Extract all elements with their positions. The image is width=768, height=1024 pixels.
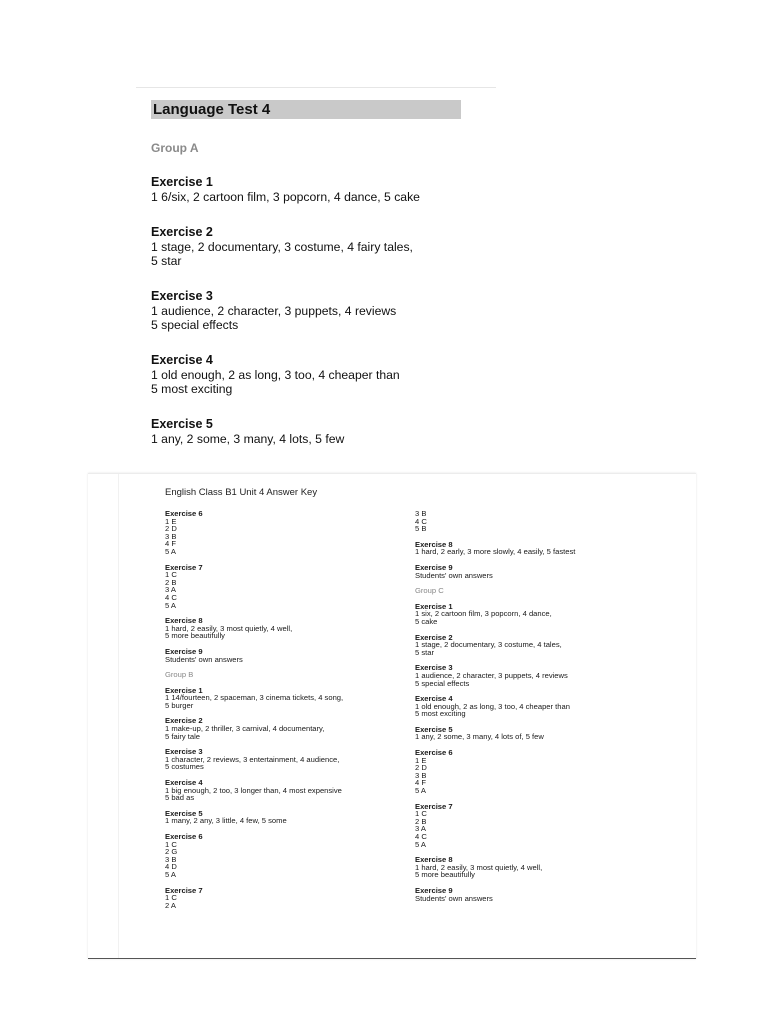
language-test-page (151, 100, 481, 467)
exercise-block (151, 353, 481, 396)
exercise-answer-line: 4 D (165, 862, 177, 872)
exercise-answer-line: 1 6/six, 2 cartoon film, 3 popcorn, 4 dance, 5 cake (151, 190, 420, 204)
exercise-block (415, 803, 655, 849)
exercise-answer-line: 1 E (165, 516, 177, 526)
exercise-answer-line: 1 hard, 2 easily, 3 most quietly, 4 well, (415, 862, 543, 872)
exercise-answer-line: 5 A (165, 869, 176, 879)
exercise-answer-line: Students' own answers (165, 654, 243, 664)
exercise-answer-line: 1 C (165, 570, 177, 580)
exercise-answer-line: 5 most exciting (151, 382, 233, 396)
group-label: Group A (151, 141, 199, 155)
exercise-answer-line: 5 star (151, 254, 182, 268)
exercise-answer-line: 5 burger (165, 700, 194, 710)
exercise-answer-line: 3 B (415, 509, 427, 518)
exercise-answer-line: 2 B (415, 816, 427, 826)
exercise-answer-line: 3 B (415, 770, 427, 780)
exercise-answer-line: Students' own answers (415, 570, 493, 580)
exercise-answer-line: 1 stage, 2 documentary, 3 costume, 4 tales, (415, 640, 562, 650)
exercise-answer-line: 5 most exciting (415, 709, 466, 719)
exercise-block (151, 289, 481, 332)
exercise-answer-line: 1 C (165, 839, 177, 849)
exercise-block (165, 564, 400, 610)
exercise-answer-line: 1 stage, 2 documentary, 3 costume, 4 fairy tales, (151, 240, 413, 254)
exercise-title: Exercise 1 (151, 175, 213, 189)
page-margin-line (118, 474, 119, 959)
exercise-title: Exercise 4 (415, 694, 453, 704)
exercise-title: Exercise 8 (415, 539, 453, 549)
exercise-title: Exercise 5 (151, 417, 213, 431)
exercise-answer-line: 1 any, 2 some, 3 many, 4 lots, 5 few (151, 432, 345, 446)
exercise-title: Exercise 8 (165, 616, 203, 626)
exercise-title: Exercise 2 (151, 225, 213, 239)
exercise-answer-line: 5 A (165, 600, 176, 610)
exercise-block (415, 856, 655, 879)
exercise-answer-line: 2 G (165, 847, 178, 857)
exercise-answer-line: 1 six, 2 cartoon film, 3 popcorn, 4 dance, (415, 609, 552, 619)
exercise-answer-line: 5 A (165, 546, 176, 556)
exercise-title: Exercise 7 (165, 885, 203, 895)
exercise-block (151, 175, 481, 204)
exercise-title: Exercise 5 (415, 724, 453, 734)
exercise-answer-line: 1 audience, 2 character, 3 puppets, 4 reviews (415, 670, 568, 680)
exercise-title: Exercise 9 (415, 885, 453, 895)
exercise-title: Exercise 1 (415, 601, 453, 611)
exercise-answer-line: 4 C (165, 592, 177, 602)
exercise-answer-line: 1 big enough, 2 too, 3 longer than, 4 most expensive (165, 785, 342, 795)
exercise-answer-line: 3 A (415, 824, 426, 834)
exercise-answer-line: 4 F (165, 539, 176, 549)
exercise-title: Exercise 5 (165, 808, 203, 818)
exercise-title: Exercise 2 (415, 632, 453, 642)
exercise-title: Exercise 3 (415, 663, 453, 673)
exercise-answer-line: 5 A (415, 839, 426, 849)
page-bottom-rule (88, 958, 696, 959)
exercise-title: Exercise 6 (165, 832, 203, 841)
exercise-answer-line: 4 C (415, 516, 427, 526)
exercise-answer-line: 1 E (415, 755, 427, 765)
exercise-block (415, 541, 655, 556)
exercise-answer-line: 1 audience, 2 character, 3 puppets, 4 reviews (151, 304, 397, 318)
exercise-block (415, 634, 655, 657)
exercise-title: Exercise 4 (151, 353, 213, 367)
exercise-answer-line: 4 F (415, 778, 426, 788)
exercise-answer-line: 1 any, 2 some, 3 many, 4 lots of, 5 few (415, 732, 544, 742)
exercise-block (415, 887, 655, 902)
exercise-block (165, 510, 400, 556)
exercise-answer-line: 5 costumes (165, 762, 204, 772)
exercise-answer-line: 2 D (165, 524, 177, 534)
exercise-answer-line: 5 A (415, 786, 426, 796)
exercise-answer-line: 1 old enough, 2 as long, 3 too, 4 cheaper than (415, 701, 570, 711)
exercise-answer-line: 5 B (415, 524, 427, 534)
exercise-block (415, 695, 655, 718)
exercise-block (165, 687, 400, 710)
exercise-answer-line: 1 hard, 2 easily, 3 most quietly, 4 well, (165, 623, 293, 633)
top-divider (136, 87, 496, 88)
exercise-answer-line: 5 fairy tale (165, 731, 201, 741)
exercise-answer-line: Students' own answers (415, 893, 493, 903)
exercise-answer-line: 5 more beautifully (165, 631, 225, 641)
exercise-block (165, 887, 400, 910)
exercise-list (151, 175, 481, 446)
answer-key-title: English Class B1 Unit 4 Answer Key (165, 487, 318, 498)
exercise-block (415, 749, 655, 795)
exercise-title: Exercise 7 (415, 801, 453, 811)
exercise-answer-line: 1 C (415, 809, 427, 819)
exercise-block (415, 564, 655, 579)
exercise-block (165, 748, 400, 771)
exercise-answer-line: 1 character, 2 reviews, 3 entertainment, 4 audience, (165, 754, 340, 764)
answer-key-page (88, 473, 696, 959)
exercise-title: Exercise 3 (151, 289, 213, 303)
exercise-title: Exercise 9 (165, 646, 203, 656)
exercise-title: Exercise 9 (415, 562, 453, 572)
exercise-answer-line: 5 more beautifully (415, 870, 475, 880)
exercise-answer-line: 1 many, 2 any, 3 little, 4 few, 5 some (165, 816, 287, 826)
exercise-title: Exercise 4 (165, 778, 203, 788)
exercise-answer-line: 1 make-up, 2 thriller, 3 carnival, 4 documentary, (165, 724, 325, 734)
exercise-answer-line: 5 star (415, 647, 434, 657)
exercise-answer-line: 3 B (165, 531, 177, 541)
exercise-answer-line: 5 special effects (415, 678, 470, 688)
exercise-block (165, 779, 400, 802)
exercise-title: Exercise 7 (165, 562, 203, 572)
exercise-title: Exercise 1 (165, 685, 203, 695)
exercise-answer-line: 5 bad as (165, 793, 195, 803)
exercise-answer-line: 5 cake (415, 616, 438, 626)
answer-key-left-column (165, 510, 400, 917)
exercise-answer-line: 2 B (165, 577, 177, 587)
exercise-block (415, 510, 655, 533)
exercise-answer-line: 1 14/fourteen, 2 spaceman, 3 cinema tickets, 4 song, (165, 693, 344, 703)
exercise-answer-line: 5 special effects (151, 318, 239, 332)
exercise-answer-line: 1 hard, 2 early, 3 more slowly, 4 easily, 5 fastest (415, 547, 576, 557)
group-label: Group C (415, 586, 444, 596)
exercise-block (165, 833, 400, 879)
exercise-answer-line: 4 C (415, 832, 427, 841)
exercise-block (165, 810, 400, 825)
page-title: Language Test 4 (151, 100, 461, 119)
exercise-block (165, 717, 400, 740)
exercise-answer-line: 3 B (165, 854, 177, 864)
exercise-block (165, 648, 400, 663)
exercise-answer-line: 3 A (165, 585, 176, 595)
exercise-answer-line: 2 D (415, 763, 427, 773)
exercise-answer-line: 2 A (165, 900, 176, 910)
exercise-title: Exercise 3 (165, 747, 203, 757)
exercise-title: Exercise 6 (415, 748, 453, 758)
exercise-answer-line: 1 old enough, 2 as long, 3 too, 4 cheaper than (151, 368, 400, 382)
group-label: Group B (165, 670, 194, 680)
exercise-title: Exercise 8 (415, 855, 453, 865)
exercise-block (415, 603, 655, 626)
exercise-answer-line: 1 C (165, 893, 177, 903)
exercise-title: Exercise 6 (165, 509, 203, 518)
exercise-block (151, 417, 481, 446)
answer-key-right-column (415, 510, 655, 910)
exercise-block (151, 225, 481, 268)
exercise-block (415, 726, 655, 741)
exercise-block (165, 617, 400, 640)
exercise-title: Exercise 2 (165, 716, 203, 726)
exercise-block (415, 664, 655, 687)
